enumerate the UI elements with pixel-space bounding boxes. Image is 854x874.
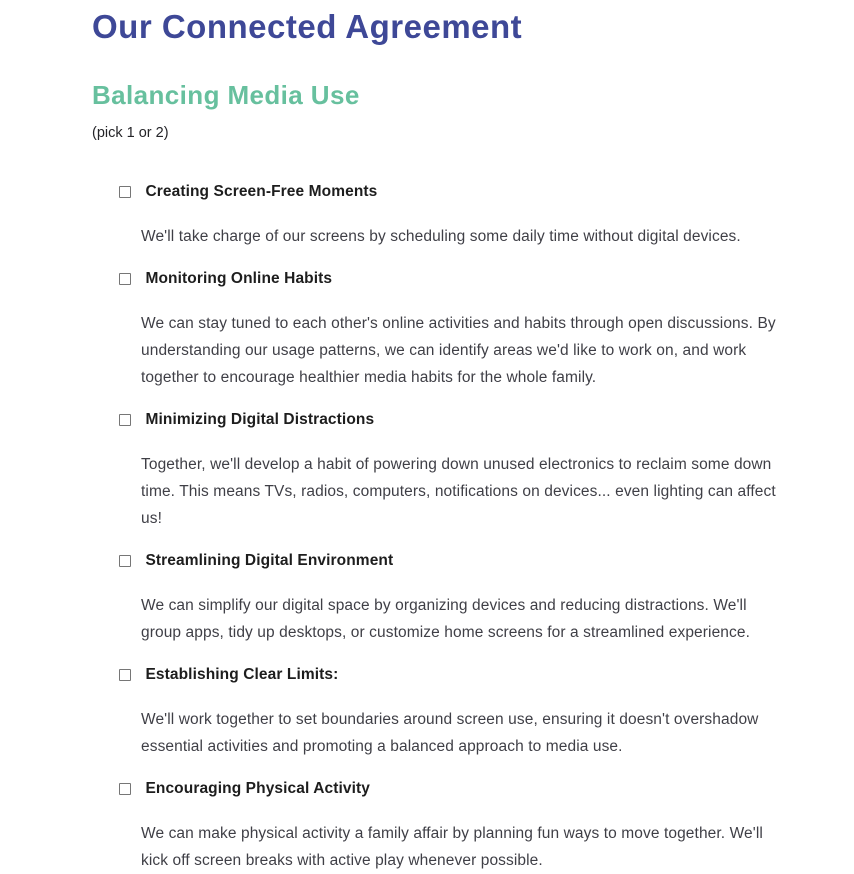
item-label: Monitoring Online Habits [145,270,333,287]
list-item [92,408,790,532]
item-description: We can stay tuned to each other's online activities and habits through open discussions. By understanding our usage patterns, we can identify areas we'd like to work on, and work together to encourage healthier media habits for the whole family. [141,315,776,386]
item-description: Together, we'll develop a habit of powering down unused electronics to reclaim some down time. This means TVs, radios, computers, notifications on devices... even lighting can affect us! [141,456,776,527]
list-item [92,180,790,250]
item-label: Streamlining Digital Environment [145,552,394,569]
item-header[interactable] [119,180,790,204]
list-item [92,267,790,391]
item-label: Minimizing Digital Distractions [145,411,375,428]
item-header[interactable] [119,267,790,291]
item-label: Encouraging Physical Activity [145,780,371,797]
list-item [92,549,790,646]
page-title: Our Connected Agreement [92,8,523,45]
item-description: We'll work together to set boundaries around screen use, ensuring it doesn't overshadow essential activities and promoting a balanced approach to media use. [141,711,759,755]
item-header[interactable] [119,777,790,801]
checkbox-icon[interactable] [119,555,131,567]
section-heading: Balancing Media Use [92,80,360,110]
list-item [92,777,790,874]
checkbox-icon[interactable] [119,783,131,795]
item-header[interactable] [119,408,790,432]
item-label: Creating Screen-Free Moments [145,183,378,200]
item-description: We can simplify our digital space by organizing devices and reducing distractions. We'll group apps, tidy up desktops, or customize home screens for a streamlined experience. [141,597,751,641]
checkbox-icon[interactable] [119,273,131,285]
checkbox-icon[interactable] [119,414,131,426]
item-label: Establishing Clear Limits: [145,666,339,683]
item-header[interactable] [119,663,790,687]
item-description: We can make physical activity a family affair by planning fun ways to move together. We'll kick off screen breaks with active play whenever possible. [141,825,763,869]
checkbox-icon[interactable] [119,669,131,681]
item-description: We'll take charge of our screens by scheduling some daily time without digital devices. [141,228,741,245]
section-note: (pick 1 or 2) [92,125,169,141]
agreement-list [92,180,790,874]
list-item [92,663,790,760]
checkbox-icon[interactable] [119,186,131,198]
item-header[interactable] [119,549,790,573]
